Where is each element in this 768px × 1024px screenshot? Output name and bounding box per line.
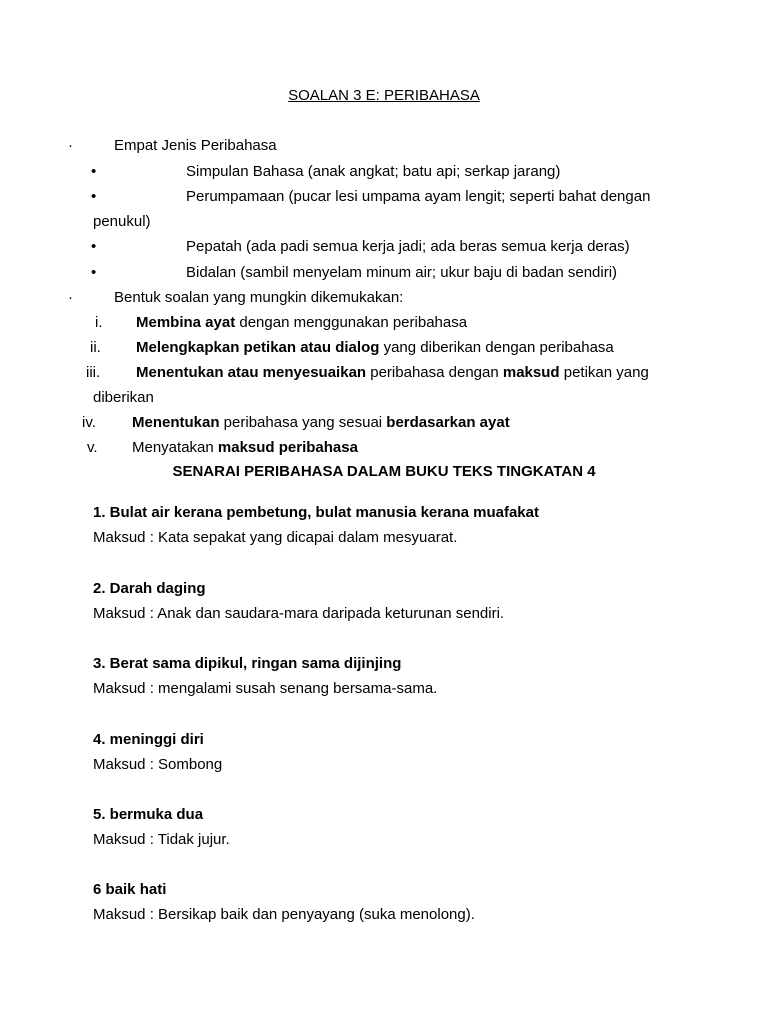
list-item: Pepatah (ada padi semua kerja jadi; ada beras semua kerja deras) xyxy=(186,238,630,255)
list-item: Bidalan (sambil menyelam minum air; ukur baju di badan sendiri) xyxy=(186,264,618,281)
bullet-icon: • xyxy=(91,264,97,281)
proverb-term: 1. Bulat air kerana pembetung, bulat manusia kerana muafakat xyxy=(93,504,539,521)
bullet-icon: • xyxy=(91,238,97,255)
list-item-continuation: penukul) xyxy=(93,213,151,230)
question-type: Menyatakan maksud peribahasa xyxy=(132,439,358,456)
question-type-continuation: diberikan xyxy=(93,389,154,406)
question-type: Menentukan atau menyesuaikan peribahasa dengan maksud petikan yang xyxy=(136,364,649,381)
proverb-meaning: Maksud : Tidak jujur. xyxy=(93,831,230,848)
section-heading: Empat Jenis Peribahasa xyxy=(114,137,277,154)
section-marker: · xyxy=(68,137,73,154)
bullet-icon: • xyxy=(91,188,97,205)
page-title: SOALAN 3 E: PERIBAHASA xyxy=(288,87,480,104)
section-marker: · xyxy=(68,289,73,306)
list-heading: SENARAI PERIBAHASA DALAM BUKU TEKS TINGKATAN 4 xyxy=(172,463,596,480)
roman-numeral: ii. xyxy=(90,339,101,356)
question-type: Membina ayat dengan menggunakan peribahasa xyxy=(136,314,468,331)
question-type: Melengkapkan petikan atau dialog yang diberikan dengan peribahasa xyxy=(136,339,614,356)
proverb-meaning: Maksud : mengalami susah senang bersama-sama. xyxy=(93,680,438,697)
question-type: Menentukan peribahasa yang sesuai berdasarkan ayat xyxy=(132,414,510,431)
proverb-meaning: Maksud : Sombong xyxy=(93,756,223,773)
proverb-term: 4. meninggi diri xyxy=(93,731,204,748)
proverb-term: 5. bermuka dua xyxy=(93,806,204,823)
roman-numeral: i. xyxy=(95,314,103,331)
list-item: Simpulan Bahasa (anak angkat; batu api; serkap jarang) xyxy=(186,163,561,180)
proverb-term: 3. Berat sama dipikul, ringan sama dijinjing xyxy=(93,655,402,672)
proverb-term: 2. Darah daging xyxy=(93,580,206,597)
list-item: Perumpamaan (pucar lesi umpama ayam lengit; seperti bahat dengan xyxy=(186,188,651,205)
roman-numeral: v. xyxy=(87,439,98,456)
section-heading: Bentuk soalan yang mungkin dikemukakan: xyxy=(114,289,404,306)
bullet-icon: • xyxy=(91,163,97,180)
proverb-meaning: Maksud : Anak dan saudara-mara daripada keturunan sendiri. xyxy=(93,605,505,622)
roman-numeral: iii. xyxy=(86,364,101,381)
proverb-meaning: Maksud : Bersikap baik dan penyayang (suka menolong). xyxy=(93,906,475,923)
proverb-term: 6 baik hati xyxy=(93,881,167,898)
proverb-meaning: Maksud : Kata sepakat yang dicapai dalam mesyuarat. xyxy=(93,529,458,546)
roman-numeral: iv. xyxy=(82,414,96,431)
